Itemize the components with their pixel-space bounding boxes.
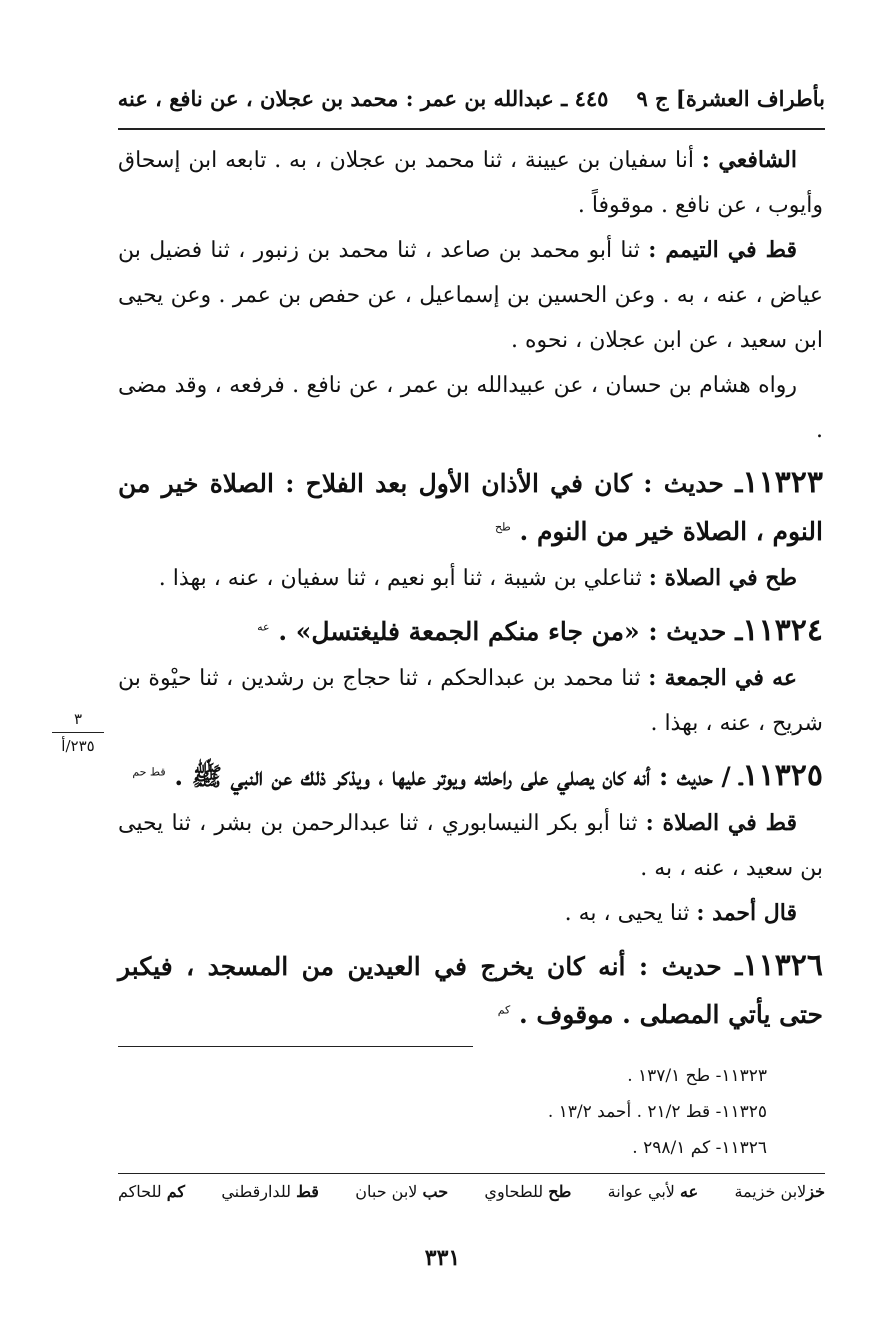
legend-item — [221, 1182, 319, 1201]
legend-item — [734, 1182, 825, 1201]
paragraph — [118, 801, 823, 891]
footnote: ١١٣٢٣- طح ١٣٧/١ . — [627, 1066, 767, 1086]
paragraph — [118, 228, 823, 363]
hadith-entry — [118, 607, 823, 656]
paragraph — [118, 891, 823, 936]
hadith-text: أنه كان يخرج في العيدين من المسجد ، فيكبر حتى يأتي المصلى . موقوف . — [118, 952, 823, 1029]
footnotes — [118, 1058, 767, 1166]
legend-name: للطحاوي — [484, 1182, 544, 1201]
footnote: ١١٣٢٥- قط ٢١/٢ . أحمد ١٣/٢ . — [547, 1102, 767, 1122]
paragraph-text: أنا سفيان بن عيينة ، ثنا محمد بن عجلان ، به . تابعه ابن إسحاق وأيوب ، عن نافع . موقوفاً . — [118, 148, 823, 218]
legend-code: كم — [166, 1182, 186, 1201]
abbreviation-legend — [118, 1182, 825, 1201]
paragraph-text: ثنا محمد بن عبدالحكم ، ثنا حجاج بن رشدين ، ثنا حيْوة بن شريح ، عنه ، بهذا . — [118, 666, 823, 736]
paragraph-text: ثنا يحيى ، به . — [564, 901, 697, 926]
hadith-label: ـ حديث : — [638, 952, 743, 981]
source-symbol: كم — [497, 1003, 511, 1017]
legend-name: للدارقطني — [221, 1182, 291, 1201]
paragraph — [118, 656, 823, 746]
running-header — [117, 78, 825, 118]
footnote-rule — [118, 1046, 473, 1047]
footnote: ١١٣٢٦- كم ٢٩٨/١ . — [632, 1138, 767, 1158]
margin-note-divider — [52, 732, 104, 733]
main-text — [118, 138, 823, 1039]
paragraph — [118, 138, 823, 228]
header-title: ٤٤٥ ـ عبدالله بن عمر : محمد بن عجلان ، عن نافع ، عنه — [117, 85, 609, 111]
source-symbol: طح — [494, 520, 511, 534]
margin-manuscript-note — [52, 710, 104, 755]
legend-name: لأبي عوانة — [607, 1182, 675, 1201]
source-lead: قال أحمد : — [696, 900, 797, 926]
hadith-text: أنه كان يصلي على راحلته ويوتر عليها ، ويذكر ذلك عن النبي ﷺ . — [174, 762, 659, 791]
legend-item — [118, 1182, 185, 1201]
legend-code: خز — [806, 1182, 825, 1201]
margin-note-bottom: ٢٣٥/أ — [61, 737, 95, 755]
hadith-number: ١١٣٢٦ — [742, 948, 823, 983]
hadith-number: ١١٣٢٣ — [742, 465, 823, 500]
hadith-number: ١١٣٢٥ — [742, 758, 823, 793]
paragraph — [118, 363, 823, 453]
paragraph-text: ثنا أبو بكر النيسابوري ، ثنا عبدالرحمن بن بشر ، ثنا يحيى بن سعيد ، عنه ، به . — [118, 811, 823, 881]
paragraph-text: ثنا أبو محمد بن صاعد ، ثنا محمد بن زنبور ، ثنا فضيل بن عياض ، عنه ، به . وعن الحسين بن إسماعيل ، عن حفص بن عمر . وعن يحيى ابن سعيد ، عن ابن عجلان ، نحوه . — [118, 238, 823, 353]
hadith-text: «من جاء منكم الجمعة فليغتسل» . — [278, 617, 649, 646]
margin-note-top: ٣ — [73, 710, 83, 728]
legend-item — [608, 1182, 699, 1201]
paragraph-text: رواه هشام بن حسان ، عن عبيدالله بن عمر ، عن نافع . فرفعه ، وقد مضى . — [118, 373, 823, 443]
legend-name: لابن خزيمة — [734, 1182, 807, 1201]
hadith-label: ـ حديث : — [648, 617, 743, 646]
legend-item — [355, 1182, 448, 1201]
source-lead: قط في التيمم : — [648, 237, 798, 263]
legend-code: حب — [422, 1182, 449, 1201]
source-lead: طح في الصلاة : — [648, 565, 797, 591]
hadith-number: ١١٣٢٤ — [742, 613, 823, 648]
paragraph-text: ثناعلي بن شيبة ، ثنا أبو نعيم ، ثنا سفيان ، عنه ، بهذا . — [158, 566, 649, 591]
source-lead: قط في الصلاة : — [645, 810, 797, 836]
source-symbol: عه — [257, 620, 270, 634]
paragraph — [118, 556, 823, 601]
legend-item — [484, 1182, 571, 1201]
hadith-label: ـ حديث : — [643, 469, 743, 498]
legend-code: قط — [296, 1182, 319, 1201]
hadith-label: ـ / حديث : — [658, 762, 743, 791]
legend-rule — [118, 1173, 825, 1174]
hadith-text: كان في الأذان الأول بعد الفلاح : الصلاة خير من النوم ، الصلاة خير من النوم . — [118, 469, 823, 546]
hadith-entry — [118, 942, 823, 1039]
source-lead: الشافعي : — [701, 147, 797, 173]
header-volume: بأطراف العشرة] ج ٩ — [636, 85, 825, 111]
hadith-entry — [118, 459, 823, 556]
legend-name: للحاكم — [118, 1182, 162, 1201]
legend-code: طح — [548, 1182, 572, 1201]
page-number: ٣٣١ — [424, 1245, 461, 1271]
legend-code: عه — [680, 1182, 699, 1201]
source-symbol: قط حم — [132, 765, 166, 779]
hadith-entry — [118, 752, 823, 801]
header-rule — [118, 128, 825, 130]
source-lead: عه في الجمعة : — [648, 665, 797, 691]
legend-name: لابن حبان — [355, 1182, 418, 1201]
